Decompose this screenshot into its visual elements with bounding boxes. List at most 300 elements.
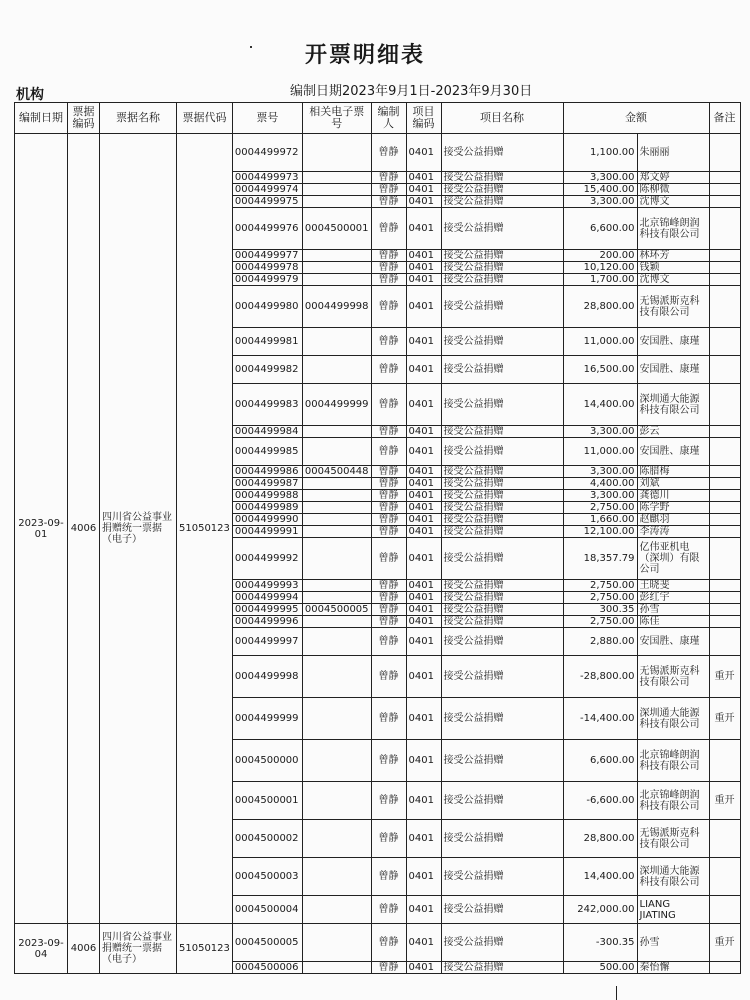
cell-project-code: 0401 [406,478,441,490]
cell-remark [709,896,740,924]
cell-ticket-no: 0004499987 [232,478,302,490]
cell-related-no [302,820,371,858]
cell-bill-code: 51050123 [177,134,233,924]
cell-amount: 15,400.00 [563,184,637,196]
cell-payer: 陈腊梅 [637,466,709,478]
cell-related-no [302,896,371,924]
cell-project-name: 接受公益捐赠 [441,172,563,184]
cell-related-no [302,616,371,628]
cell-ticket-no: 0004499978 [232,262,302,274]
cell-amount: 1,660.00 [563,514,637,526]
cell-project-code: 0401 [406,466,441,478]
cell-preparer: 曾静 [371,184,406,196]
cell-ticket-no: 0004499973 [232,172,302,184]
cell-date: 2023-09-01 [15,134,68,924]
cell-project-name: 接受公益捐赠 [441,924,563,962]
cell-project-code: 0401 [406,426,441,438]
cell-remark [709,538,740,580]
cell-preparer: 曾静 [371,782,406,820]
cell-payer: 陈柳微 [637,184,709,196]
cell-project-name: 接受公益捐赠 [441,616,563,628]
cell-related-no [302,514,371,526]
cell-preparer: 曾静 [371,656,406,698]
cell-related-no [302,858,371,896]
cell-amount: 2,750.00 [563,580,637,592]
cell-amount: 6,600.00 [563,740,637,782]
cell-amount: -300.35 [563,924,637,962]
header-bill-code: 票据代码 [177,103,233,134]
cell-amount: 3,300.00 [563,172,637,184]
cell-related-no [302,740,371,782]
cell-payer: 深圳通大能源科技有限公司 [637,858,709,896]
cell-date: 2023-09-04 [15,924,68,974]
cell-remark [709,962,740,974]
cell-related-no [302,538,371,580]
cell-project-code: 0401 [406,628,441,656]
cell-project-name: 接受公益捐赠 [441,478,563,490]
cell-remark [709,438,740,466]
cell-code: 4006 [68,134,100,924]
cell-payer: 安国胜、康瑾 [637,438,709,466]
header-remark: 备注 [709,103,740,134]
cell-payer: 陈佳 [637,616,709,628]
cell-project-name: 接受公益捐赠 [441,426,563,438]
cell-project-name: 接受公益捐赠 [441,134,563,172]
cell-project-name: 接受公益捐赠 [441,656,563,698]
cell-amount: 1,700.00 [563,274,637,286]
cell-project-name: 接受公益捐赠 [441,384,563,426]
cell-related-no [302,698,371,740]
cell-ticket-no: 0004499983 [232,384,302,426]
table-body [15,134,741,974]
cell-ticket-no: 0004499993 [232,580,302,592]
cell-preparer: 曾静 [371,538,406,580]
cell-preparer: 曾静 [371,514,406,526]
cell-preparer: 曾静 [371,924,406,962]
cell-bill-name: 四川省公益事业捐赠统一票据（电子） [100,924,177,974]
cell-remark [709,262,740,274]
cell-project-name: 接受公益捐赠 [441,628,563,656]
cell-amount: -6,600.00 [563,782,637,820]
cell-payer: 北京锦峰朗润科技有限公司 [637,208,709,250]
cell-project-name: 接受公益捐赠 [441,208,563,250]
header-preparer: 编制人 [371,103,406,134]
cell-project-name: 接受公益捐赠 [441,184,563,196]
cell-remark [709,274,740,286]
cell-bill-code: 51050123 [177,924,233,974]
cell-project-name: 接受公益捐赠 [441,274,563,286]
cell-preparer: 曾静 [371,526,406,538]
cell-amount: 16,500.00 [563,356,637,384]
cell-preparer: 曾静 [371,466,406,478]
cell-remark: 重开 [709,782,740,820]
cell-amount: 3,300.00 [563,196,637,208]
cell-remark [709,478,740,490]
cell-payer: 无锡派斯克科技有限公司 [637,820,709,858]
cell-preparer: 曾静 [371,274,406,286]
cell-project-code: 0401 [406,580,441,592]
cell-preparer: 曾静 [371,604,406,616]
cell-project-name: 接受公益捐赠 [441,250,563,262]
cell-remark [709,580,740,592]
cell-project-code: 0401 [406,356,441,384]
cell-payer: 北京锦峰朗润科技有限公司 [637,740,709,782]
cell-project-name: 接受公益捐赠 [441,490,563,502]
cell-preparer: 曾静 [371,208,406,250]
cell-project-code: 0401 [406,490,441,502]
cell-ticket-no: 0004500000 [232,740,302,782]
cell-payer: 沈博文 [637,196,709,208]
cell-project-code: 0401 [406,616,441,628]
cell-related-no [302,962,371,974]
cell-project-code: 0401 [406,656,441,698]
cell-payer: 孙雪 [637,604,709,616]
cell-amount: 242,000.00 [563,896,637,924]
cell-payer: 钱颖 [637,262,709,274]
cell-project-code: 0401 [406,328,441,356]
cell-project-code: 0401 [406,384,441,426]
cell-payer: 无锡派斯克科技有限公司 [637,286,709,328]
header-amount: 金额 [563,103,709,134]
cell-amount: 200.00 [563,250,637,262]
cell-amount: 500.00 [563,962,637,974]
cell-ticket-no: 0004499992 [232,538,302,580]
cell-related-no [302,184,371,196]
cell-related-no [302,580,371,592]
cell-project-code: 0401 [406,208,441,250]
cell-related-no [302,628,371,656]
cell-ticket-no: 0004499989 [232,502,302,514]
cell-preparer: 曾静 [371,698,406,740]
cell-remark [709,820,740,858]
cell-remark [709,740,740,782]
cell-remark: 重开 [709,656,740,698]
cell-ticket-no: 0004499974 [232,184,302,196]
cell-ticket-no: 0004499986 [232,466,302,478]
cell-related-no [302,274,371,286]
cell-remark [709,208,740,250]
cell-amount: -28,800.00 [563,656,637,698]
cell-related-no [302,250,371,262]
cell-preparer: 曾静 [371,250,406,262]
cell-remark [709,250,740,262]
scan-mark [616,986,617,1000]
cell-related-no [302,924,371,962]
cell-remark [709,858,740,896]
cell-project-code: 0401 [406,740,441,782]
cell-code: 4006 [68,924,100,974]
cell-project-name: 接受公益捐赠 [441,740,563,782]
cell-ticket-no: 0004500004 [232,896,302,924]
cell-related-no [302,656,371,698]
cell-preparer: 曾静 [371,134,406,172]
cell-ticket-no: 0004499977 [232,250,302,262]
cell-project-name: 接受公益捐赠 [441,356,563,384]
cell-project-name: 接受公益捐赠 [441,328,563,356]
cell-project-name: 接受公益捐赠 [441,466,563,478]
cell-ticket-no: 0004500006 [232,962,302,974]
cell-amount: 11,000.00 [563,438,637,466]
org-label: 机构 [16,87,44,103]
cell-project-code: 0401 [406,896,441,924]
cell-preparer: 曾静 [371,580,406,592]
cell-payer: 赵麒羽 [637,514,709,526]
cell-ticket-no: 0004499972 [232,134,302,172]
cell-payer: 深圳通大能源科技有限公司 [637,384,709,426]
cell-ticket-no: 0004500003 [232,858,302,896]
cell-related-no [302,356,371,384]
cell-project-name: 接受公益捐赠 [441,858,563,896]
cell-project-code: 0401 [406,274,441,286]
cell-ticket-no: 0004499976 [232,208,302,250]
cell-payer: 安国胜、康瑾 [637,356,709,384]
cell-remark [709,628,740,656]
header-ticket-no: 票号 [232,103,302,134]
cell-preparer: 曾静 [371,384,406,426]
cell-remark [709,134,740,172]
cell-project-name: 接受公益捐赠 [441,592,563,604]
cell-preparer: 曾静 [371,262,406,274]
cell-amount: 3,300.00 [563,466,637,478]
cell-remark [709,592,740,604]
cell-amount: 18,357.79 [563,538,637,580]
cell-ticket-no: 0004499980 [232,286,302,328]
cell-preparer: 曾静 [371,328,406,356]
cell-payer: 王晓斐 [637,580,709,592]
cell-related-no: 0004499999 [302,384,371,426]
cell-preparer: 曾静 [371,478,406,490]
cell-amount: 3,300.00 [563,426,637,438]
cell-ticket-no: 0004499996 [232,616,302,628]
cell-related-no [302,490,371,502]
cell-payer: 彭红宇 [637,592,709,604]
cell-project-name: 接受公益捐赠 [441,580,563,592]
cell-project-code: 0401 [406,438,441,466]
cell-project-code: 0401 [406,698,441,740]
cell-payer: 安国胜、康瑾 [637,328,709,356]
cell-ticket-no: 0004499999 [232,698,302,740]
cell-payer: 郑文婷 [637,172,709,184]
header-date: 编制日期 [15,103,68,134]
table-row [15,924,741,962]
cell-payer: 无锡派斯克科技有限公司 [637,656,709,698]
cell-payer: 沈博文 [637,274,709,286]
cell-amount: 6,600.00 [563,208,637,250]
cell-ticket-no: 0004499988 [232,490,302,502]
cell-payer: 刘斌 [637,478,709,490]
cell-project-code: 0401 [406,184,441,196]
cell-ticket-no: 0004499981 [232,328,302,356]
header-related-no: 相关电子票号 [302,103,371,134]
cell-project-name: 接受公益捐赠 [441,286,563,328]
cell-project-name: 接受公益捐赠 [441,782,563,820]
cell-payer: 安国胜、康瑾 [637,628,709,656]
cell-ticket-no: 0004500002 [232,820,302,858]
cell-amount: 2,880.00 [563,628,637,656]
cell-project-name: 接受公益捐赠 [441,896,563,924]
cell-related-no [302,782,371,820]
cell-payer: 深圳通大能源科技有限公司 [637,698,709,740]
cell-related-no [302,328,371,356]
cell-preparer: 曾静 [371,426,406,438]
cell-project-name: 接受公益捐赠 [441,962,563,974]
cell-amount: 10,120.00 [563,262,637,274]
cell-remark [709,616,740,628]
cell-related-no [302,502,371,514]
cell-project-code: 0401 [406,286,441,328]
cell-payer: 秦怡懈 [637,962,709,974]
cell-preparer: 曾静 [371,438,406,466]
cell-amount: 2,750.00 [563,502,637,514]
cell-related-no: 0004500005 [302,604,371,616]
cell-ticket-no: 0004499984 [232,426,302,438]
cell-related-no [302,592,371,604]
cell-remark [709,490,740,502]
cell-payer: 朱丽丽 [637,134,709,172]
cell-ticket-no: 0004499998 [232,656,302,698]
cell-project-code: 0401 [406,172,441,184]
cell-project-name: 接受公益捐赠 [441,538,563,580]
cell-preparer: 曾静 [371,502,406,514]
cell-ticket-no: 0004500005 [232,924,302,962]
cell-project-name: 接受公益捐赠 [441,526,563,538]
cell-related-no: 0004500001 [302,208,371,250]
cell-payer: 陈学野 [637,502,709,514]
invoice-detail-table [14,102,741,974]
cell-related-no: 0004500448 [302,466,371,478]
cell-related-no [302,426,371,438]
cell-preparer: 曾静 [371,616,406,628]
cell-remark [709,604,740,616]
cell-amount: 14,400.00 [563,858,637,896]
cell-project-code: 0401 [406,250,441,262]
cell-payer: 孙雪 [637,924,709,962]
cell-ticket-no: 0004500001 [232,782,302,820]
cell-amount: 4,400.00 [563,478,637,490]
cell-amount: -14,400.00 [563,698,637,740]
cell-ticket-no: 0004499997 [232,628,302,656]
cell-amount: 11,000.00 [563,328,637,356]
cell-project-code: 0401 [406,526,441,538]
cell-preparer: 曾静 [371,628,406,656]
cell-preparer: 曾静 [371,896,406,924]
cell-project-name: 接受公益捐赠 [441,262,563,274]
header-code: 票据编码 [68,103,100,134]
cell-preparer: 曾静 [371,858,406,896]
cell-preparer: 曾静 [371,820,406,858]
cell-amount: 2,750.00 [563,592,637,604]
cell-project-code: 0401 [406,858,441,896]
cell-project-name: 接受公益捐赠 [441,514,563,526]
cell-payer: 彭云 [637,426,709,438]
cell-related-no [302,526,371,538]
header-project-name: 项目名称 [441,103,563,134]
cell-project-name: 接受公益捐赠 [441,820,563,858]
cell-related-no: 0004499998 [302,286,371,328]
cell-ticket-no: 0004499982 [232,356,302,384]
cell-remark [709,466,740,478]
cell-project-code: 0401 [406,592,441,604]
cell-remark [709,426,740,438]
cell-ticket-no: 0004499979 [232,274,302,286]
cell-ticket-no: 0004499975 [232,196,302,208]
cell-project-code: 0401 [406,820,441,858]
cell-remark [709,356,740,384]
cell-remark [709,184,740,196]
cell-preparer: 曾静 [371,196,406,208]
cell-amount: 1,100.00 [563,134,637,172]
cell-preparer: 曾静 [371,356,406,384]
cell-project-code: 0401 [406,514,441,526]
cell-remark [709,384,740,426]
cell-payer: 林环芳 [637,250,709,262]
cell-ticket-no: 0004499991 [232,526,302,538]
cell-project-name: 接受公益捐赠 [441,604,563,616]
cell-remark [709,286,740,328]
cell-project-code: 0401 [406,134,441,172]
date-range: 编制日期2023年9月1日-2023年9月30日 [290,84,533,99]
cell-payer: 龚德川 [637,490,709,502]
cell-project-name: 接受公益捐赠 [441,438,563,466]
cell-remark [709,328,740,356]
cell-payer: LIANG JIATING [637,896,709,924]
cell-bill-name: 四川省公益事业捐赠统一票据（电子） [100,134,177,924]
cell-project-code: 0401 [406,196,441,208]
cell-project-name: 接受公益捐赠 [441,502,563,514]
cell-remark: 重开 [709,924,740,962]
cell-amount: 28,800.00 [563,286,637,328]
cell-project-code: 0401 [406,604,441,616]
cell-remark: 重开 [709,698,740,740]
cell-ticket-no: 0004499985 [232,438,302,466]
cell-ticket-no: 0004499995 [232,604,302,616]
cell-project-code: 0401 [406,538,441,580]
cell-remark [709,172,740,184]
cell-remark [709,196,740,208]
cell-preparer: 曾静 [371,962,406,974]
cell-related-no [302,478,371,490]
cell-preparer: 曾静 [371,490,406,502]
cell-related-no [302,172,371,184]
cell-payer: 北京锦峰朗润科技有限公司 [637,782,709,820]
cell-preparer: 曾静 [371,740,406,782]
cell-amount: 300.35 [563,604,637,616]
cell-ticket-no: 0004499994 [232,592,302,604]
cell-preparer: 曾静 [371,286,406,328]
cell-amount: 3,300.00 [563,490,637,502]
cell-project-code: 0401 [406,262,441,274]
header-name: 票据名称 [100,103,177,134]
header-row [15,103,741,134]
cell-remark [709,514,740,526]
cell-project-name: 接受公益捐赠 [441,196,563,208]
cell-related-no [302,262,371,274]
cell-amount: 2,750.00 [563,616,637,628]
cell-amount: 28,800.00 [563,820,637,858]
cell-project-code: 0401 [406,962,441,974]
cell-payer: 李涛涛 [637,526,709,538]
header-project-code: 项目编码 [406,103,441,134]
cell-project-name: 接受公益捐赠 [441,698,563,740]
cell-project-code: 0401 [406,782,441,820]
cell-amount: 14,400.00 [563,384,637,426]
document-title: 开票明细表 [304,43,425,68]
cell-preparer: 曾静 [371,592,406,604]
table-row [15,134,741,172]
cell-project-code: 0401 [406,502,441,514]
cell-remark [709,526,740,538]
cell-remark [709,502,740,514]
